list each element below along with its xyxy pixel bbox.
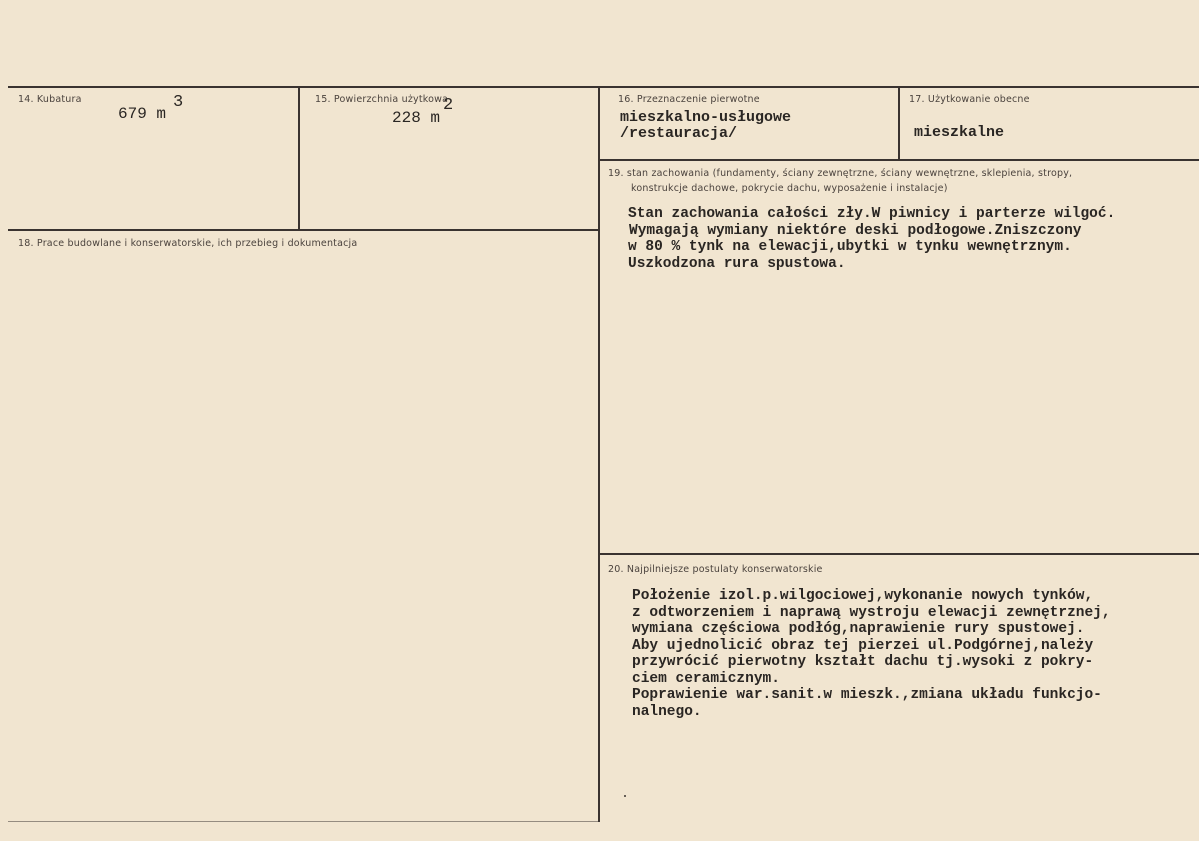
field-15-value: 228 m xyxy=(392,109,441,127)
divider-14-15 xyxy=(298,86,300,230)
rule-below-16-17 xyxy=(598,159,1199,161)
field-19-text xyxy=(628,206,1115,272)
field-15-label: 15. Powierzchnia użytkowa xyxy=(315,94,449,105)
field-20-line: wymiana częściowa podłóg,naprawienie rury spustowej. xyxy=(632,621,1085,637)
field-19-line: Uszkodzona rura spustowa. xyxy=(628,255,846,272)
field-14-value: 679 m xyxy=(118,105,167,123)
field-20-line: z odtworzeniem i naprawą wystroju elewacji zewnętrznej, xyxy=(632,604,1111,621)
rule-above-20 xyxy=(598,553,1199,555)
field-20-line: ciem ceramicznym. xyxy=(632,670,780,687)
ink-speck xyxy=(624,795,626,797)
field-16-label: 16. Przeznaczenie pierwotne xyxy=(618,94,760,105)
field-20-label: 20. Najpilniejsze postulaty konserwatorskie xyxy=(608,564,823,575)
field-20-line: nalnego. xyxy=(632,703,702,720)
field-17-label: 17. Użytkowanie obecne xyxy=(909,94,1030,105)
field-20-line: Położenie izol.p.wilgociowej,wykonanie nowych tynków, xyxy=(632,588,1094,604)
field-14-unit-superscript: 3 xyxy=(173,93,184,112)
field-18-label: 18. Prace budowlane i konserwatorskie, ich przebieg i dokumentacja xyxy=(18,238,358,249)
field-15-unit-superscript: 2 xyxy=(443,96,454,115)
field-20-line: Aby ujednolicić obraz tej pierzei ul.Podgórnej,należy xyxy=(632,637,1094,654)
top-rule xyxy=(8,86,1199,88)
bottom-rule xyxy=(8,821,600,822)
divider-16-17 xyxy=(898,86,900,161)
field-14-label: 14. Kubatura xyxy=(18,94,82,105)
field-19-label-line2: konstrukcje dachowe, pokrycie dachu, wyposażenie i instalacje) xyxy=(631,183,948,194)
field-20-text xyxy=(632,588,1111,720)
field-19-label-line1: 19. stan zachowania (fundamenty, ściany zewnętrzne, ściany wewnętrzne, sklepienia, stropy, xyxy=(608,168,1073,179)
rule-below-14-15 xyxy=(8,229,600,231)
field-16-value-line2: /restauracja/ xyxy=(620,125,738,142)
field-17-value: mieszkalne xyxy=(914,124,1005,141)
divider-left-right xyxy=(598,86,600,822)
field-19-line: w 80 % tynk na elewacji,ubytki w tynku wewnętrznym. xyxy=(628,239,1072,255)
field-20-line: Poprawienie war.sanit.w mieszk.,zmiana układu funkcjo- xyxy=(632,687,1102,703)
field-20-line: przywrócić pierwotny kształt dachu tj.wysoki z pokry- xyxy=(632,654,1094,670)
field-19-line: Wymagają wymiany niektóre deski podłogowe.Zniszczony xyxy=(629,222,1082,239)
field-19-line: Stan zachowania całości zły.W piwnicy i parterze wilgoć. xyxy=(628,206,1116,222)
field-16-value-line1: mieszkalno-usługowe xyxy=(620,109,792,126)
